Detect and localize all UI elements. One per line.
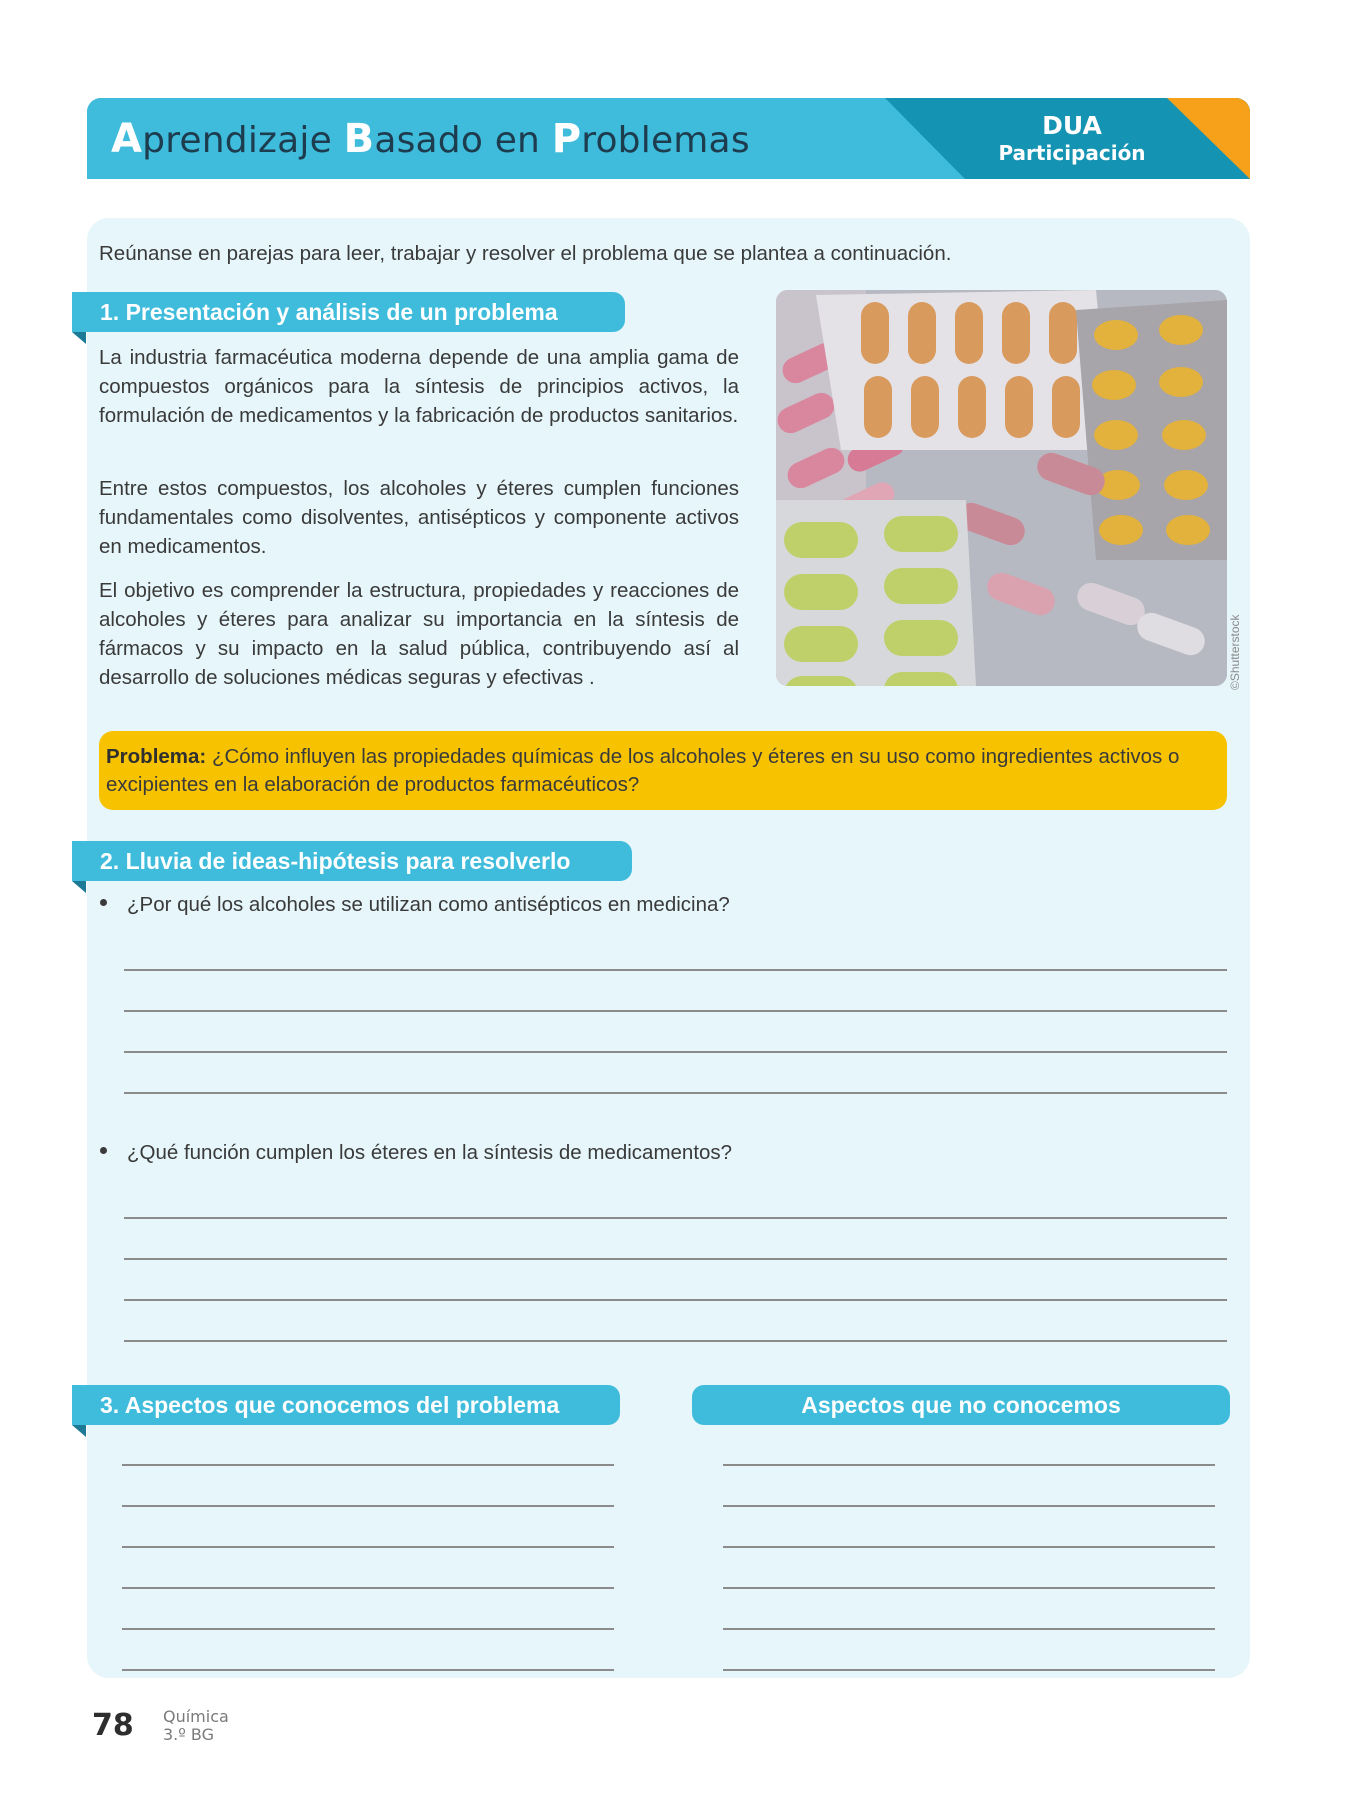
known-line[interactable]: [122, 1464, 614, 1466]
subject-name: Química: [163, 1707, 229, 1726]
dua-title: DUA: [1042, 111, 1102, 140]
known-line[interactable]: [122, 1669, 614, 1671]
answer-line[interactable]: [124, 1340, 1227, 1342]
paragraph-2: Entre estos compuestos, los alcoholes y éteres cumplen funciones fundamentales como disolventes, antisépticos y componente activos en medicamentos.: [99, 477, 739, 558]
bullet-icon: [100, 899, 107, 906]
page-number: 78: [92, 1708, 134, 1743]
unknown-line[interactable]: [723, 1546, 1215, 1548]
section-1-header: [72, 292, 625, 332]
dua-badge: [982, 112, 1162, 166]
answer-line[interactable]: [124, 969, 1227, 971]
page-title: Aprendizaje Basado en Problemas: [111, 116, 750, 162]
paragraph-3: El objetivo es comprender la estructura, propiedades y reacciones de alcoholes y éteres para analizar su importancia en la síntesis de fármacos y su impacto en la salud pública, contribuyendo así al desarrollo de soluciones médicas seguras y efectivas .: [99, 579, 739, 689]
intro-text: Reúnanse en parejas para leer, trabajar y resolver el problema que se plantea a continuación.: [99, 242, 952, 265]
section-3-title: 3. Aspectos que conocemos del problema: [100, 1392, 560, 1418]
dua-subtitle: Participación: [998, 141, 1146, 165]
unknown-line[interactable]: [723, 1669, 1215, 1671]
answer-line[interactable]: [124, 1299, 1227, 1301]
bullet-icon: [100, 1147, 107, 1154]
section-1-title: 1. Presentación y análisis de un problema: [100, 299, 558, 325]
problem-label: Problema:: [106, 745, 207, 768]
section-2-title: 2. Lluvia de ideas-hipótesis para resolverlo: [100, 848, 571, 874]
pills-photo: [776, 290, 1227, 686]
section-2-header: [72, 841, 632, 881]
question-2: ¿Qué función cumplen los éteres en la síntesis de medicamentos?: [100, 1141, 732, 1165]
unknown-line[interactable]: [723, 1587, 1215, 1589]
known-line[interactable]: [122, 1546, 614, 1548]
answer-line[interactable]: [124, 1010, 1227, 1012]
answer-line[interactable]: [124, 1051, 1227, 1053]
known-line[interactable]: [122, 1505, 614, 1507]
problem-box: [99, 731, 1227, 810]
photo-credit: ©Shutterstock: [1228, 614, 1242, 690]
answer-line[interactable]: [124, 1092, 1227, 1094]
unknown-line[interactable]: [723, 1505, 1215, 1507]
unknown-line[interactable]: [723, 1464, 1215, 1466]
known-line[interactable]: [122, 1587, 614, 1589]
header-banner: [87, 98, 1250, 179]
paragraph-1: La industria farmacéutica moderna depende de una amplia gama de compuestos orgánicos para la síntesis de principios activos, la formulación de medicamentos y la fabricación de productos sanitarios.: [99, 346, 739, 427]
question-1: ¿Por qué los alcoholes se utilizan como antisépticos en medicina?: [100, 893, 730, 917]
known-line[interactable]: [122, 1628, 614, 1630]
problem-text: ¿Cómo influyen las propiedades químicas de los alcoholes y éteres en su uso como ingredientes activos o excipientes en la elaboración de productos farmacéuticos?: [106, 745, 1180, 796]
footer-subject: [163, 1708, 229, 1744]
grade-label: 3.º BG: [163, 1725, 214, 1744]
unknown-aspects-header: Aspectos que no conocemos: [692, 1385, 1230, 1425]
section-3-header: [72, 1385, 620, 1425]
answer-line[interactable]: [124, 1217, 1227, 1219]
unknown-line[interactable]: [723, 1628, 1215, 1630]
answer-line[interactable]: [124, 1258, 1227, 1260]
